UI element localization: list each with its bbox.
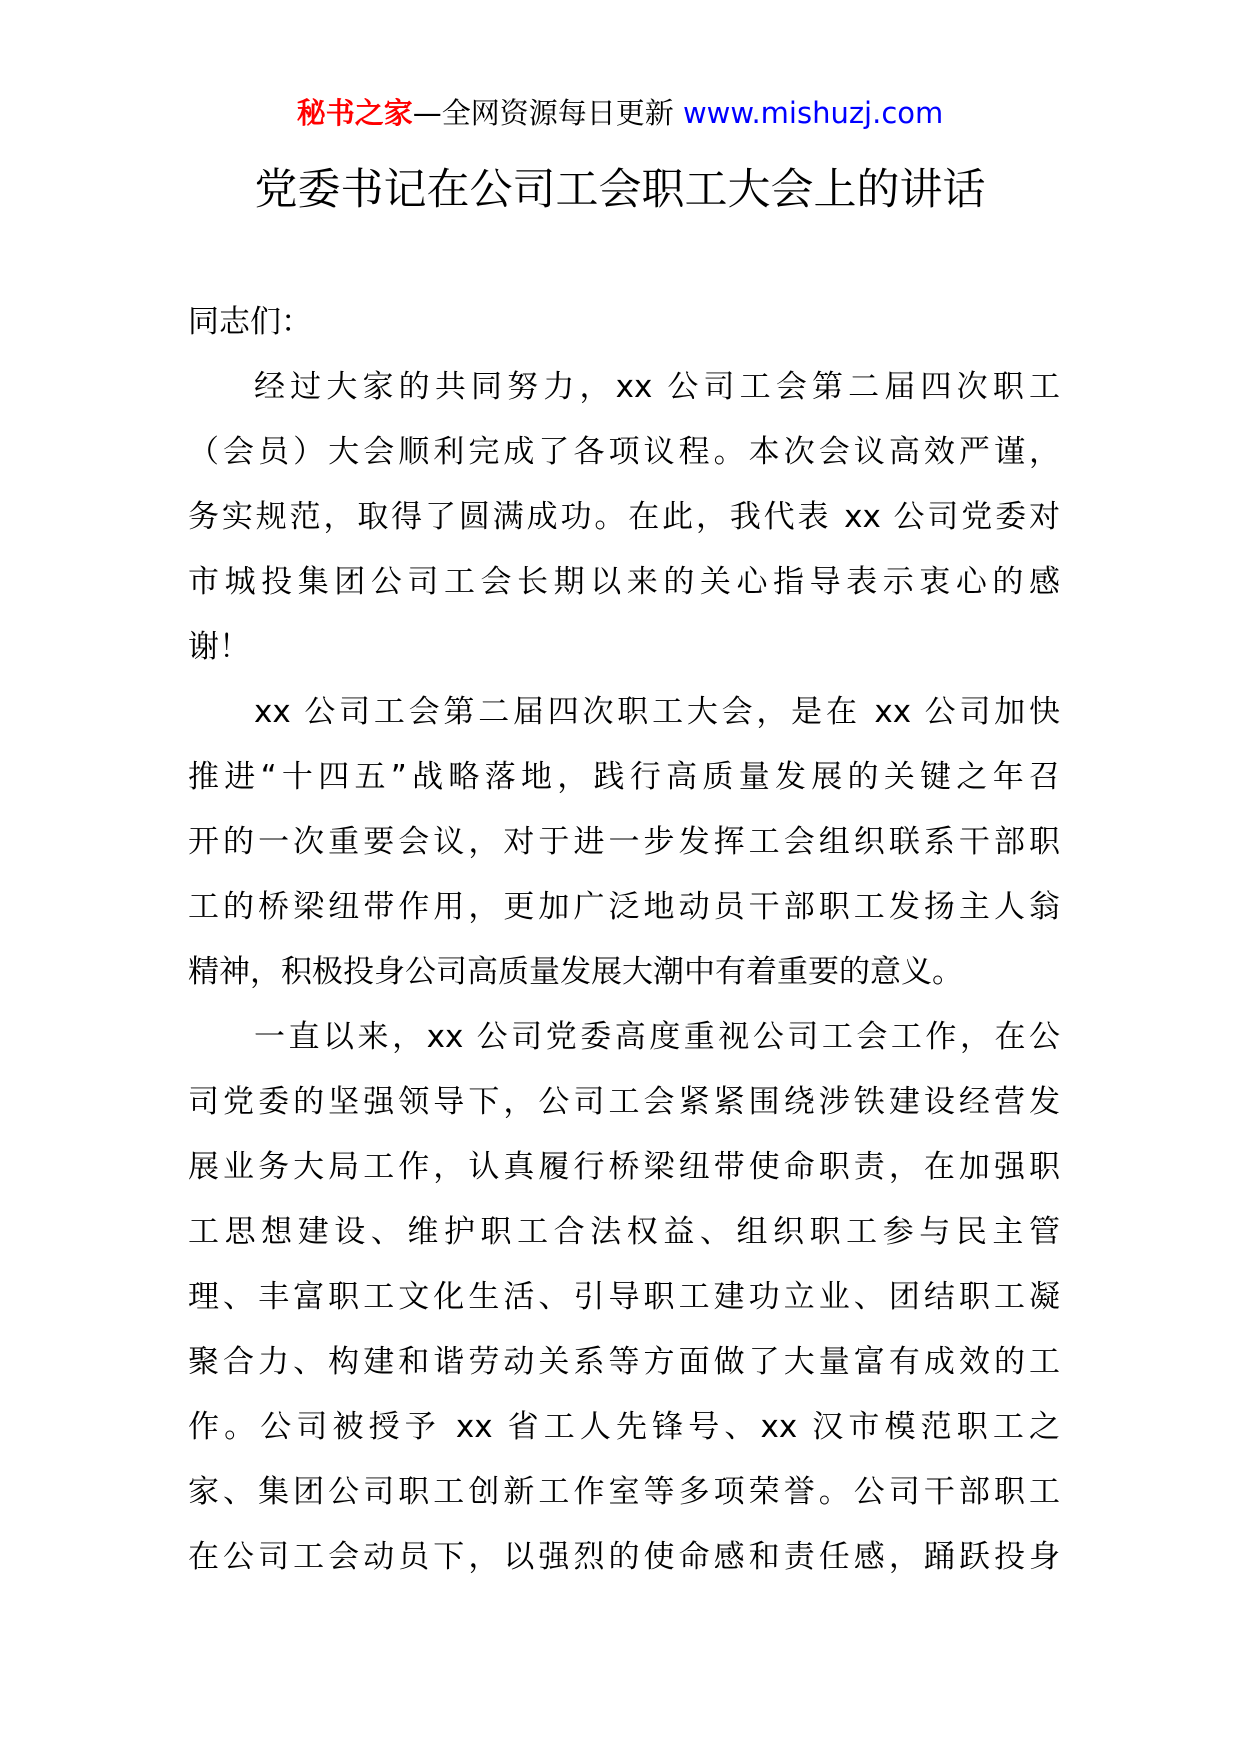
salutation: 同志们： [188, 304, 312, 340]
paragraph-line: 工思想建设、维护职工合法权益、组织职工参与民主管 [188, 1214, 1060, 1250]
paragraph-line: 一直以来，xx 公司党委高度重视公司工会工作，在公 [254, 1019, 1060, 1055]
site-brand-name: 秘书之家 [296, 96, 413, 130]
paragraph-line: 推进“十四五”战略落地，践行高质量发展的关键之年召 [188, 759, 1060, 795]
paragraph-line: 谢！ [188, 629, 250, 665]
paragraph-3 [188, 1005, 1060, 1590]
site-url-link[interactable]: www.mishuzj.com [682, 96, 944, 130]
paragraph-line: 工的桥梁纽带作用，更加广泛地动员干部职工发扬主人翁 [188, 889, 1060, 925]
paragraph-line: （会员）大会顺利完成了各项议程。本次会议高效严谨， [188, 434, 1060, 470]
paragraph-line: 经过大家的共同努力，xx 公司工会第二届四次职工 [254, 369, 1060, 405]
paragraph-1 [188, 355, 1060, 680]
paragraph-line: 司党委的坚强领导下，公司工会紧紧围绕涉铁建设经营发 [188, 1084, 1060, 1120]
paragraph-line: 展业务大局工作，认真履行桥梁纽带使命职责，在加强职 [188, 1149, 1060, 1185]
paragraph-line: xx 公司工会第二届四次职工大会，是在 xx 公司加快 [254, 694, 1060, 730]
paragraph-line: 家、集团公司职工创新工作室等多项荣誉。公司干部职工 [188, 1474, 1060, 1510]
paragraph-line: 精神，积极投身公司高质量发展大潮中有着重要的意义。 [188, 954, 963, 990]
paragraph-line: 务实规范，取得了圆满成功。在此，我代表 xx 公司党委对 [188, 499, 1060, 535]
site-tagline: —全网资源每日更新 [412, 96, 683, 130]
paragraph-line: 理、丰富职工文化生活、引导职工建功立业、团结职工凝 [188, 1279, 1060, 1315]
paragraph-line: 在公司工会动员下，以强烈的使命感和责任感，踊跃投身 [188, 1539, 1060, 1575]
document-title: 党委书记在公司工会职工大会上的讲话 [254, 165, 986, 215]
paragraph-line: 聚合力、构建和谐劳动关系等方面做了大量富有成效的工 [188, 1344, 1060, 1380]
site-banner [0, 92, 1240, 134]
paragraph-line: 市城投集团公司工会长期以来的关心指导表示衷心的感 [188, 564, 1060, 600]
paragraph-line: 开的一次重要会议，对于进一步发挥工会组织联系干部职 [188, 824, 1060, 860]
paragraph-2 [188, 680, 1060, 1005]
paragraph-line: 作。公司被授予 xx 省工人先锋号、xx 汉市模范职工之 [188, 1409, 1060, 1445]
document-body [188, 290, 1060, 1590]
